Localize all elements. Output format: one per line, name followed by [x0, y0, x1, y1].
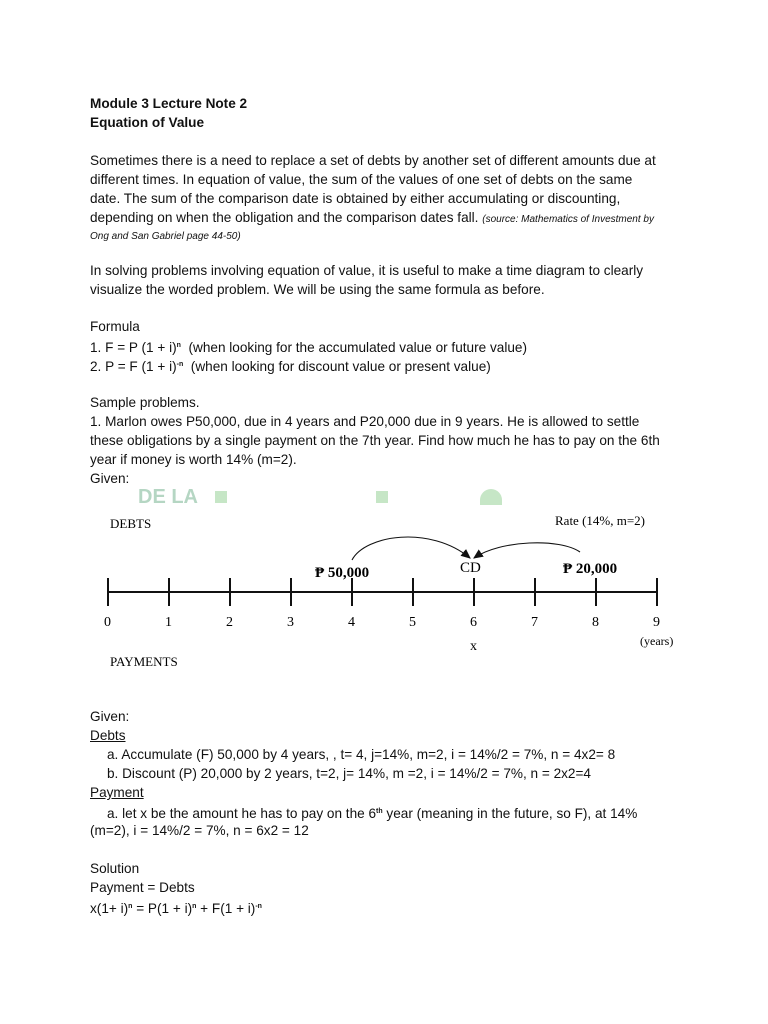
source-citation-b: Ong and San Gabriel page 44-50) [90, 231, 241, 242]
rate-label: Rate (14%, m=2) [555, 513, 646, 528]
formula-2: 2. P = F $(1 + i)^{-n}$ (when looking for discount value or present value) [90, 359, 491, 374]
intro-line-1: Sometimes there is a need to replace a set of debts by another set of different amounts due at [90, 153, 656, 168]
time-diagram [0, 480, 768, 680]
watermark-text: DE LA [138, 486, 198, 508]
formula-heading: Formula [90, 319, 140, 334]
debts-heading: Debts [90, 728, 126, 743]
tick-label-8: 8 [592, 615, 599, 630]
sample-line-3: year if money is worth 14% (m=2). [90, 452, 297, 467]
payment-item-a-cont: (m=2), i = 14%/2 = 7%, n = 6x2 = 12 [90, 823, 309, 838]
debt-50000-label: ₱ 50,000 [315, 565, 370, 581]
payment-item-a: a. let x be the amount he has to pay on the 6th year (meaning in the future, so F), at 14% [107, 806, 638, 821]
tick-label-4: 4 [348, 615, 355, 630]
source-citation-a: (source: Mathematics of Investment by [482, 214, 654, 225]
tick-label-3: 3 [287, 615, 294, 630]
debts-label: DEBTS [110, 516, 152, 531]
tick-label-9: 9 [653, 615, 660, 630]
intro-line-3: date. The sum of the comparison date is obtained by either accumulating or discounting, [90, 191, 621, 206]
intro-line-2: different times. In equation of value, the sum of the values of one set of debts on the same [90, 172, 633, 187]
tick-label-6: 6 [470, 615, 477, 630]
debt-item-a: a. Accumulate (F) 50,000 by 4 years, , t= 4, j=14%, m=2, i = 14%/2 = 7%, n = 4x2= 8 [107, 747, 616, 762]
sample-heading: Sample problems. [90, 395, 200, 410]
comparison-date-label: CD [460, 560, 481, 576]
tick-label-0: 0 [104, 615, 111, 630]
formula-1: 1. F = P $(1 + i)^n$ (when looking for the accumulated value or future value) [90, 340, 527, 355]
timeline-ticks [104, 578, 660, 630]
tick-label-1: 1 [165, 615, 172, 630]
para2-line-2: visualize the worded problem. We will be using the same formula as before. [90, 282, 545, 297]
discount-arrow [474, 543, 580, 558]
payments-label: PAYMENTS [110, 654, 178, 669]
debt-20000-label: ₱ 20,000 [563, 561, 618, 577]
sample-given: Given: [90, 471, 130, 486]
payment-heading: Payment [90, 785, 144, 800]
lecture-title: Module 3 Lecture Note 2 [90, 96, 248, 111]
tick-label-5: 5 [409, 615, 416, 630]
sample-line-2: these obligations by a single payment on the 7th year. Find how much he has to pay on the 6th [90, 433, 660, 448]
solution-eq-2: $x(1+ i)^n = P(1 + i)^n + F(1 + i)^{-n}$ [90, 901, 262, 916]
lecture-subtitle: Equation of Value [90, 115, 205, 130]
years-label: (years) [640, 634, 674, 648]
accumulate-arrow [352, 537, 470, 560]
intro-line-4: depending on when the obligation and the comparison dates fall. (source: Mathematics of Investment by [90, 210, 654, 225]
para2-line-1: In solving problems involving equation of value, it is useful to make a time diagram to clearly [90, 263, 644, 278]
tick-label-2: 2 [226, 615, 233, 630]
debt-item-b: b. Discount (P) 20,000 by 2 years, t=2, j= 14%, m =2, i = 14%/2 = 7%, n = 2x2=4 [107, 766, 591, 781]
given2-heading: Given: [90, 709, 130, 724]
tick-label-7: 7 [531, 615, 538, 630]
sample-line-1: 1. Marlon owes P50,000, due in 4 years and P20,000 due in 9 years. He is allowed to settle [90, 414, 640, 429]
payment-x-label: x [470, 639, 477, 654]
solution-heading: Solution [90, 861, 140, 876]
solution-eq-1: Payment = Debts [90, 880, 195, 895]
